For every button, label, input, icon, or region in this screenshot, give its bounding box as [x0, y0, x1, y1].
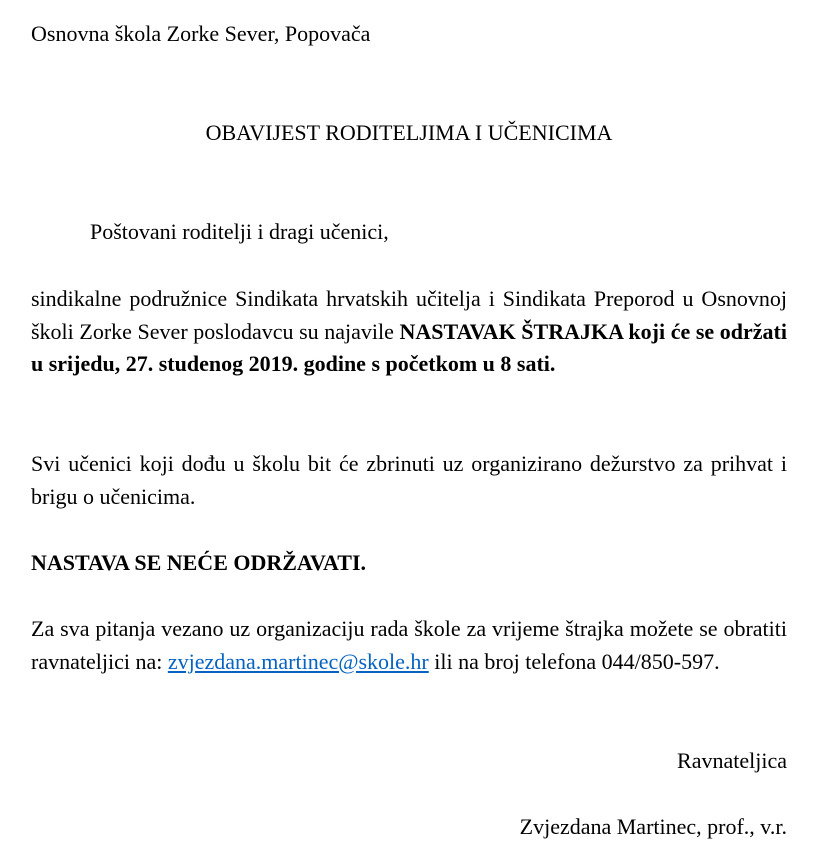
no-classes-notice: NASTAVA SE NEĆE ODRŽAVATI. — [31, 550, 367, 575]
supervision-paragraph: Svi učenici koji dođu u školu bit će zbrinuti uz organizirano dežurstvo za prihvat i brigu o učenicima. — [31, 451, 787, 509]
strike-announcement-paragraph — [31, 283, 787, 381]
announcement-bold-text: NASTAVAK ŠTRAJKA koji će se održati u srijedu, 27. studenog 2019. godine s početkom u 8 sati. — [31, 318, 787, 376]
document-title: OBAVIJEST RODITELJIMA I UČENICIMA — [205, 120, 613, 145]
signature-role: Ravnateljica — [677, 748, 787, 773]
school-header: Osnovna škola Zorke Sever, Popovača — [31, 21, 371, 46]
greeting: Poštovani roditelji i dragi učenici, — [90, 219, 389, 244]
contact-phone-text: ili na broj telefona 044/850-597. — [428, 648, 720, 674]
contact-text: Za sva pitanja vezano uz organizaciju rada škole za vrijeme štrajka možete se obratiti ravnateljici na: — [31, 616, 787, 674]
contact-paragraph — [31, 613, 787, 678]
document-page — [31, 0, 787, 860]
email-link[interactable]: zvjezdana.martinec@skole.hr — [167, 648, 429, 674]
signature-name: Zvjezdana Martinec, prof., v.r. — [519, 814, 787, 839]
announcement-text: sindikalne podružnice Sindikata hrvatskih učitelja i Sindikata Preporod u Osnovnoj školi Zorke Sever poslodavcu su najavile — [31, 286, 787, 344]
